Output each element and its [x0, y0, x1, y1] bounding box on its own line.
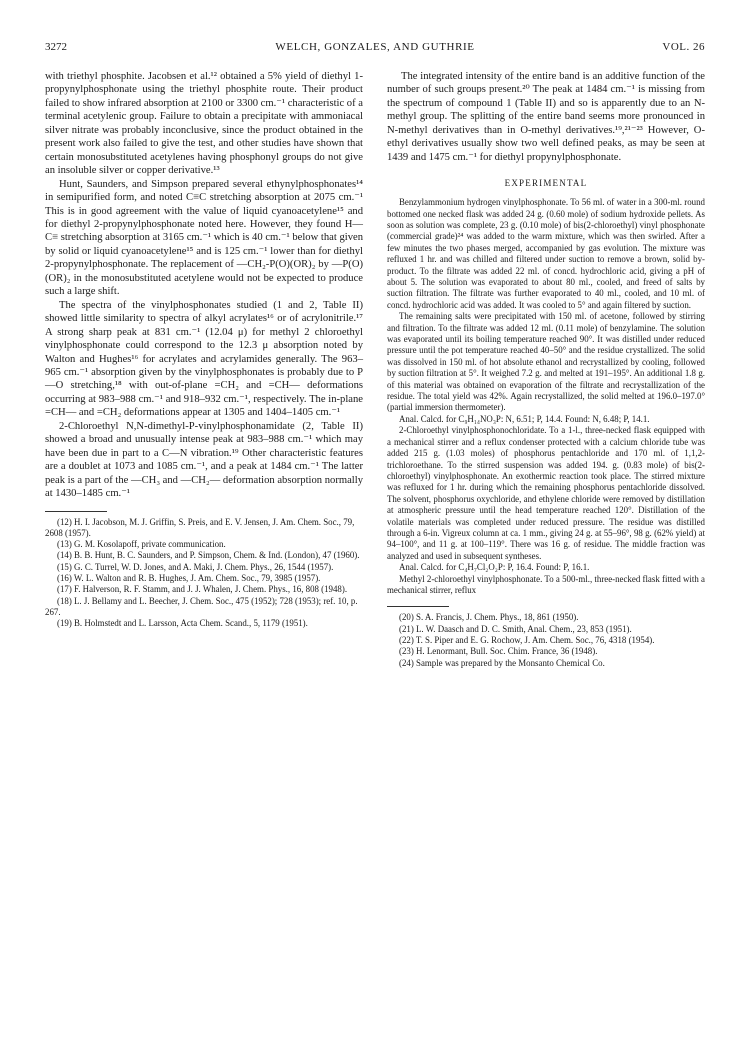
analysis-line: Anal. Calcd. for C₉H₁₄NO₃P: N, 6.51; P, 14.4. Found: N, 6.48; P, 14.1.: [399, 413, 650, 424]
footnote: (15) G. C. Turrel, W. D. Jones, and A. Maki, J. Chem. Phys., 26, 1544 (1957).: [57, 561, 334, 572]
footnote: (19) B. Holmstedt and L. Larsson, Acta Chem. Scand., 5, 1179 (1951).: [57, 618, 308, 629]
footnote: (18) L. J. Bellamy and L. Beecher, J. Chem. Soc., 475 (1952); 728 (1953); ref. 10, p. 267.: [45, 595, 358, 617]
footnote: (20) S. A. Francis, J. Chem. Phys., 18, 861 (1950).: [399, 612, 579, 623]
experimental-paragraph: Benzylammonium hydrogen vinylphosphonate. To 56 ml. of water in a 300-ml. round bottomed one necked flask was added 24 g. (0.60 mole) of sodium hydroxide pellets. As soon as solution was complete, 23 g. (0.10 mole) of bis(2-chloroethyl) vinyl phosphonate (commercial grade)²⁴ was added to the warm mixture, which was then swirled. After a few minutes the two phases merged, accompanied by gas evolution. The mixture was refluxed 1 hr. and was chilled and filtered under suction to remove a brown, solid by-product. To the filtrate was added 22 ml. of concd. hydrochloric acid, giving a pH of about 5. The solution was evaporated to about 80 ml., cooled, and freed of salts by suction filtration. The filtrate was further evaporated to 40 ml., cooled, and 10 ml. of concd. hydrochloric acid was added. It was cooled to 5° and again filtered by suction.: [387, 197, 705, 310]
footnotes-right: [387, 612, 705, 668]
page-number: 3272: [45, 41, 67, 53]
experimental-paragraph: The remaining salts were precipitated with 150 ml. of acetone, followed by stirring and filtration. To the filtrate was added 12 ml. (0.11 mole) of benzylamine. The solution was evaporated until its boiling temperature reached 90°. It was distilled under reduced pressure until the pot temperature reached 40–50° and the residue crystallized. The solid was dissolved in 150 ml. of hot absolute ethanol and recrystallized by cooling, followed by suction filtration at 5°. It weighed 7.2 g. and melted at 191–195°. An additional 1.8 g. of this material was obtained on evaporation of the filtrate and recrystallization of the residue. The total yield was 42%. Again recrystallized, the solid melted at 196.0–197.0° (partial immersion thermometer).: [387, 311, 705, 413]
running-head: [45, 39, 705, 55]
left-column: [45, 70, 363, 629]
footnotes-left: [45, 517, 363, 630]
footnote-divider: [387, 606, 449, 607]
footnote: (16) W. L. Walton and R. B. Hughes, J. Am. Chem. Soc., 79, 3985 (1957).: [57, 572, 321, 583]
footnote: (21) L. W. Daasch and D. C. Smith, Anal. Chem., 23, 853 (1951).: [399, 623, 632, 634]
footnote: (13) G. M. Kosolapoff, private communication.: [57, 539, 226, 550]
section-heading-experimental: EXPERIMENTAL: [504, 178, 588, 189]
paragraph: 2-Chloroethyl N,N-dimethyl-P-vinylphosphonamidate (2, Table II) showed a broad and unusually intense peak at 983–988 cm.⁻¹ which may have been due in part to a C—N vibration.¹⁹ Other characteristic features are a doublet at 1073 and 1085 cm.⁻¹, and a peak at 1484 cm.⁻¹ The latter peak is a part of the —CH₃ and —CH₂— deformation absorption normally at 1430–1485 cm.⁻¹: [45, 420, 363, 500]
footnote: (22) T. S. Piper and E. G. Rochow, J. Am. Chem. Soc., 76, 4318 (1954).: [399, 634, 655, 645]
left-body: [45, 70, 363, 501]
footnote: (14) B. B. Hunt, B. C. Saunders, and P. Simpson, Chem. & Ind. (London), 47 (1960).: [57, 550, 360, 561]
right-body: [387, 70, 705, 164]
footnote-divider: [45, 511, 107, 512]
right-column: [387, 70, 705, 669]
running-head-authors: WELCH, GONZALES, AND GUTHRIE: [275, 41, 475, 53]
volume-label: VOL. 26: [662, 41, 705, 53]
footnote: (17) F. Halverson, R. F. Stamm, and J. J. Whalen, J. Chem. Phys., 16, 808 (1948).: [57, 584, 348, 595]
analysis-line: Anal. Calcd. for C₄H₇Cl₂O₂P: P, 16.4. Found: P, 16.1.: [399, 562, 590, 573]
experimental-section: [387, 197, 705, 596]
footnote: (12) H. I. Jacobson, M. J. Griffin, S. Preis, and E. V. Jensen, J. Am. Chem. Soc., 79, 2608 (1957).: [45, 516, 355, 538]
paragraph: The integrated intensity of the entire band is an additive function of the number of such groups present.²⁰ The peak at 1484 cm.⁻¹ is missing from the spectrum of compound 1 (Table II) and so is apparently due to an N-methyl group. The splitting of the entire band seems more pronounced in N-methyl derivatives than in O-methyl derivatives.¹⁹,²¹⁻²³ However, O-ethyl derivatives usually show two well defined peaks, as may be seen at 1439 and 1475 cm.⁻¹ for diethyl propynylphosphonate.: [387, 71, 705, 163]
paragraph: with triethyl phosphite. Jacobsen et al.¹² obtained a 5% yield of diethyl 1-propynylphosphonate using the triethyl phosphite route. Their product failed to show infrared absorption at 2100 or 3300 cm.⁻¹ characteristic of a terminal acetylenic group. Failure to obtain a precipitate with ammoniacal silver nitrate was probably inconclusive, since the product obtained in the present work also failed to give the test, and other studies have shown that certain monosubstituted acetylenes having phosphonyl groups do not give an insoluble silver or copper derivative.¹³: [45, 71, 363, 177]
paragraph: Hunt, Saunders, and Simpson prepared several ethynylphosphonates¹⁴ in semipurified form, and noted C≡C stretching absorption at 2075 cm.⁻¹ This is in good agreement with the value of liquid cyanoacetylene¹⁵ and for diethyl 2-propynylphosphonate noted here. However, they found H—C≡ stretching absorption at 3165 cm.⁻¹ which is 40 cm.⁻¹ below that given by solid or liquid cyanoacetylene¹⁵ and is 125 cm.⁻¹ lower than for diethyl 2-propynylphosphonate. The replacement of —CH₂-P(O)(OR)₂ by —P(O)(OR)₂ in the monosubstituted acetylene would not be expected to produce such a large shift.: [45, 178, 363, 298]
footnote: (24) Sample was prepared by the Monsanto Chemical Co.: [399, 657, 605, 668]
footnote: (23) H. Lenormant, Bull. Soc. Chim. France, 36 (1948).: [399, 646, 598, 657]
experimental-paragraph: Methyl 2-chloroethyl vinylphosphonate. To a 500-ml., three-necked flask fitted with a mechanical stirrer, reflux: [387, 573, 705, 595]
experimental-paragraph: 2-Chloroethyl vinylphosphonochloridate. To a 1-l., three-necked flask equipped with a mechanical stirrer and a reflux condenser protected with a calcium chloride tube was added 215 g. (1.03 moles) of phosphorus pentachloride and 170 ml. of 1,1,2-trichloroethane. To the stirred suspension was added 194. g. (0.83 mole) of bis(2-chloroethyl) vinylphosphonate. An exothermic reaction took place. The stirred mixture was refluxed for 1 hr. during which the remaining phosphorus pentachloride dissolved. The solvent, phosphorus oxychloride, and ethylene chloride were removed by distillation at atmospheric pressure until the head temperature reached 120°. Distillation of the volatile materials was completed under reduced pressure. The residue was distilled through a 6-in. Vigreux column at ca. 1 mm., giving 24 g. at 55–96°, 98 g. (62% yield) at 94–100°, and 11 g. at 100–119°. There was 16 g. of residue. The middle fraction was analyzed and used in subsequent syntheses.: [387, 425, 705, 561]
paragraph: The spectra of the vinylphosphonates studied (1 and 2, Table II) showed little similarity to spectra of alkyl acrylates¹⁶ or of acrylonitrile.¹⁷ A strong sharp peak at 831 cm.⁻¹ (12.04 μ) for methyl 2 chloroethyl vinylphosphonate could correspond to the 12.3 μ absorption noted by Walton and Hughes¹⁶ for acrylates and acrylamides generally. The 963–965 cm.⁻¹ absorption given by the vinylphosphonates is probably due to P—O stretching,¹⁸ with out-of-plane =CH₂ and =CH— deformations occurring at 983–988 cm.⁻¹ and 918–932 cm.⁻¹, respectively. The in-plane =CH— and =CH₂ deformations appear at 1305 and 1404–1405 cm.⁻¹: [45, 299, 363, 419]
